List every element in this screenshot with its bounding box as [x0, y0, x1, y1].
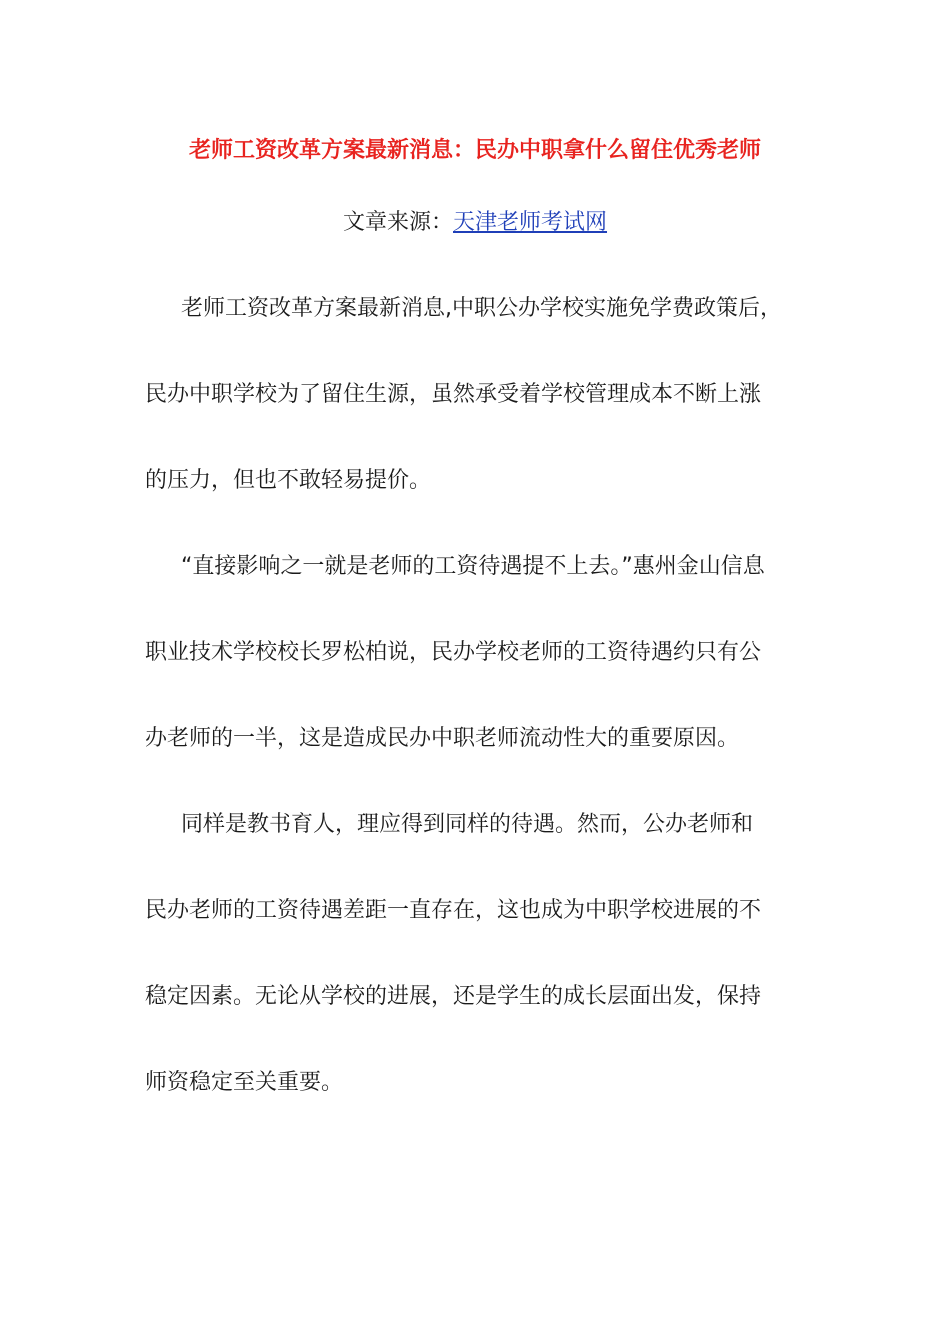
paragraph-2-line-2: 职业技术学校校长罗松柏说，民办学校老师的工资待遇约只有公: [145, 640, 762, 665]
paragraph-2-line-1: “直接影响之一就是老师的工资待遇提不上去。”惠州金山信息: [181, 554, 765, 579]
paragraph-3-line-3: 稳定因素。无论从学校的进展，还是学生的成长层面出发，保持: [145, 984, 762, 1009]
article-source: [0, 206, 950, 240]
paragraph-1-line-2: 民办中职学校为了留住生源，虽然承受着学校管理成本不断上涨: [145, 382, 762, 407]
paragraph-1-line-3: 的压力，但也不敢轻易提价。: [145, 468, 432, 493]
article-title: 老师工资改革方案最新消息：民办中职拿什么留住优秀老师: [188, 138, 761, 163]
paragraph-3-line-1: 同样是教书育人，理应得到同样的待遇。然而，公办老师和: [181, 812, 754, 837]
source-label: 文章来源：: [342, 210, 453, 235]
paragraph-2-line-3: 办老师的一半，这是造成民办中职老师流动性大的重要原因。: [145, 726, 740, 751]
paragraph-1-line-1: 老师工资改革方案最新消息,中职公办学校实施免学费政策后，: [181, 296, 782, 321]
paragraph-3-line-4: 师资稳定至关重要。: [145, 1070, 344, 1095]
source-link[interactable]: 天津老师考试网: [453, 210, 608, 235]
paragraph-3-line-2: 民办老师的工资待遇差距一直存在，这也成为中职学校进展的不: [145, 898, 762, 923]
